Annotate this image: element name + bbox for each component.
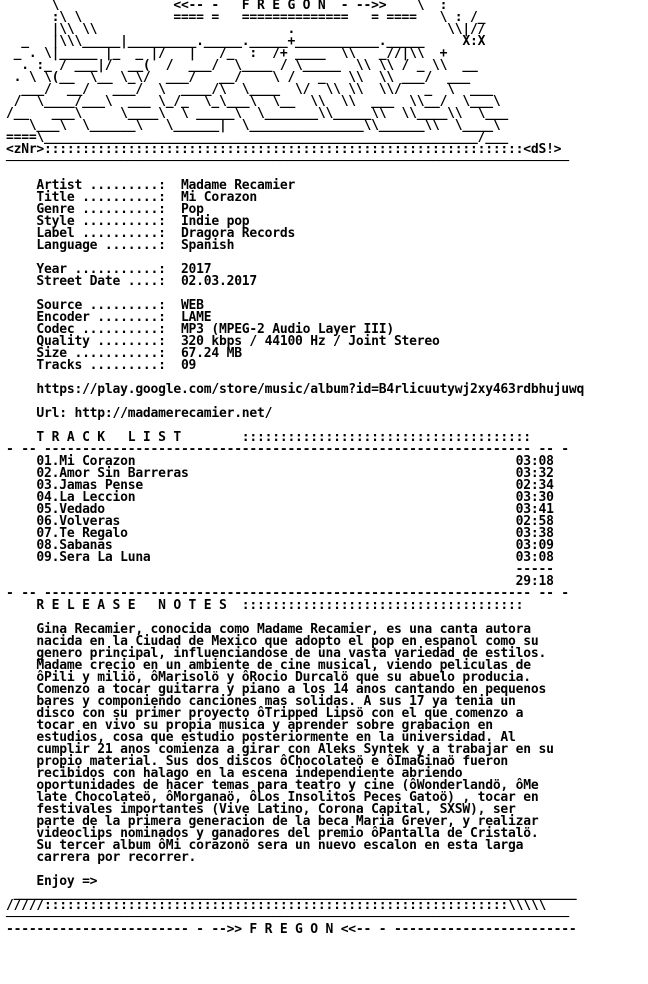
info-line: Language .......: Spanish: [6, 238, 235, 253]
note-line: disco con su primer proyecto ôTripped Lipsö con el que comenzo a: [6, 706, 524, 721]
track-row: 05.Vedado 03:41: [6, 502, 554, 517]
note-line: estudios, cosa que estudio posteriormente en la universidad. Al: [6, 730, 516, 745]
note-line: late Chocolateö, ôMorganaö, ôLos Insolitos Peces Gatoö) , tocar en: [6, 790, 539, 805]
note-line: Madame crecio en un ambiente de cine musical, viendo peliculas de: [6, 658, 531, 673]
note-line: recibidos con halago en la escena independiente abriendo: [6, 766, 463, 781]
info-line: Encoder ........: LAME: [6, 310, 212, 325]
info-line: Genre ..........: Pop: [6, 202, 204, 217]
track-row: 06.Volveras 02:58: [6, 514, 554, 529]
track-row: 01.Mi Corazon 03:08: [6, 454, 554, 469]
track-row: 03.Jamas Pense 02:34: [6, 478, 554, 493]
notes-header: R E L E A S E N O T E S :::::::::::::::::::::::::::::::::::::: [6, 598, 524, 613]
info-line: Year ...........: 2017: [6, 262, 212, 277]
track-row: 02.Amor Sin Barreras 03:32: [6, 466, 554, 481]
footer-separator: /////:::::::::::::::::::::::::::::::::::::::::::::::::::::::::::::\\\\\: [6, 898, 547, 913]
track-row: 07.Te Regalo 03:38: [6, 526, 554, 541]
track-row: 09.Sera La Luna 03:08: [6, 550, 554, 565]
tracklist-header: T R A C K L I S T ::::::::::::::::::::::::::::::::::::::: [6, 430, 531, 445]
note-line: Comenzo a tocar guitarra y piano a los 14 anos cantando en pequenos: [6, 682, 547, 697]
note-line: oportunidades de hacer temas para teatro y cine (ôWonderlandö, ôMe: [6, 778, 539, 793]
track-row: 04.La Leccion 03:30: [6, 490, 554, 505]
note-line: genero principal, influenciandose de una vasta variedad de estilos.: [6, 646, 547, 661]
info-line: Size ...........: 67.24 MB: [6, 346, 242, 361]
note-line: cumplir 21 anos comienza a girar con Aleks Syntek y a trabajar en su: [6, 742, 554, 757]
info-line: Label ..........: Dragora Records: [6, 226, 296, 241]
info-line: Street Date ....: 02.03.2017: [6, 274, 258, 289]
info-line: Tracks .........: 09: [6, 358, 197, 373]
footer-top-rule: __________________________________________________________________________: [6, 886, 577, 901]
total-divider: -----: [6, 562, 554, 577]
top-separator: <zNr>:::::::::::::::::::::::::::::::::::::::::::::::::::::::::::::::<dS!>: [6, 142, 562, 157]
info-line: Style ..........: Indie pop: [6, 214, 250, 229]
note-line: bares y componiendo canciones mas solidas. A sus 17 ya tenia un: [6, 694, 516, 709]
note-line: propio material. Sus dos discos ôChocolateö e ôImaGinaö fueron: [6, 754, 509, 769]
note-line: videoclips nominados y ganadores del premio ôPantalla de Cristalö.: [6, 826, 539, 841]
footer-rule: ──────────────────────────────────────────────────────────────────────────: [6, 910, 569, 925]
info-line: Codec ..........: MP3 (MPEG-2 Audio Layer III): [6, 322, 394, 337]
store-url: https://play.google.com/store/music/album?id=B4rlicuutywj2xy463rdbhujuwq: [6, 382, 585, 397]
dash-rule: - -- ---------------------------------------------------------------- -- -: [6, 586, 569, 601]
note-line: parte de la primera generacion de la beca Maria Grever, y realizar: [6, 814, 539, 829]
enjoy-line: Enjoy =>: [6, 874, 98, 889]
total-time: 29:18: [6, 574, 554, 589]
dash-rule: - -- ---------------------------------------------------------------- -- -: [6, 442, 569, 457]
note-line: Su tercer album ôMi corazonö sera un nuevo escalon en esta larga: [6, 838, 524, 853]
info-line: Artist .........: Madame Recamier: [6, 178, 296, 193]
note-line: ôPili y miliö, ôMarisolö y ôRocio Durcalö que su abuelo producia.: [6, 670, 531, 685]
info-line: Source .........: WEB: [6, 298, 204, 313]
info-line: Quality ........: 320 kbps / 44100 Hz / Joint Stereo: [6, 334, 440, 349]
footer-signature: ------------------------ - -->> F R E G O N <<-- - ------------------------: [6, 922, 577, 937]
note-line: tocar en vivo su propia musica y aprender sobre grabacion en: [6, 718, 493, 733]
note-line: nacida en la Ciudad de Mexico que adopto el pop en espanol como su: [6, 634, 539, 649]
ascii-banner-art: \ <<-- - F R E G O N - -->> \ : :\ \ ==== = ============== = ==== \ : /_ |\\ \\ . \\|// _ |\\\_____|_________._____._____+___________._____ X:X _ . \|_____ |_ _ |/ | /_ : /+ ____ \\ _//|\\ + . :_ / ___|/ __( / ___/ \____ / \_____ \\ \\ / _ \\ __ . \ \(__ \__ \_\/ ___/ __/ \ / _ \\ \\ ___/ ___ ___/ __/ ___/ \ ____/\ \____ \/ \\ \\ \\/ _ \ ___ / \____/___\ ___ \_/_ \_\___\ \__ \\ \\ ___ \\__/ \___\ /__ ___\ \____\ \ _____\ \_______\\_____\\ \\____\\ \___ \___\ \______\ \______| \_______________\\______\\ \____\ ====\_________________________________________________________/___: [6, 0, 509, 145]
artist-url: Url: http://madamerecamier.net/: [6, 406, 273, 421]
note-line: Gina Recamier, conocida como Madame Recamier, es una canta autora: [6, 622, 531, 637]
info-line: Title ..........: Mi Corazon: [6, 190, 258, 205]
track-row: 08.Sabanas 03:09: [6, 538, 554, 553]
note-line: carrera por recorrer.: [6, 850, 197, 865]
top-rule: ──────────────────────────────────────────────────────────────────────────: [6, 154, 569, 169]
note-line: festivales importantes (Vive Latino, Corona Capital, SXSW), ser: [6, 802, 516, 817]
